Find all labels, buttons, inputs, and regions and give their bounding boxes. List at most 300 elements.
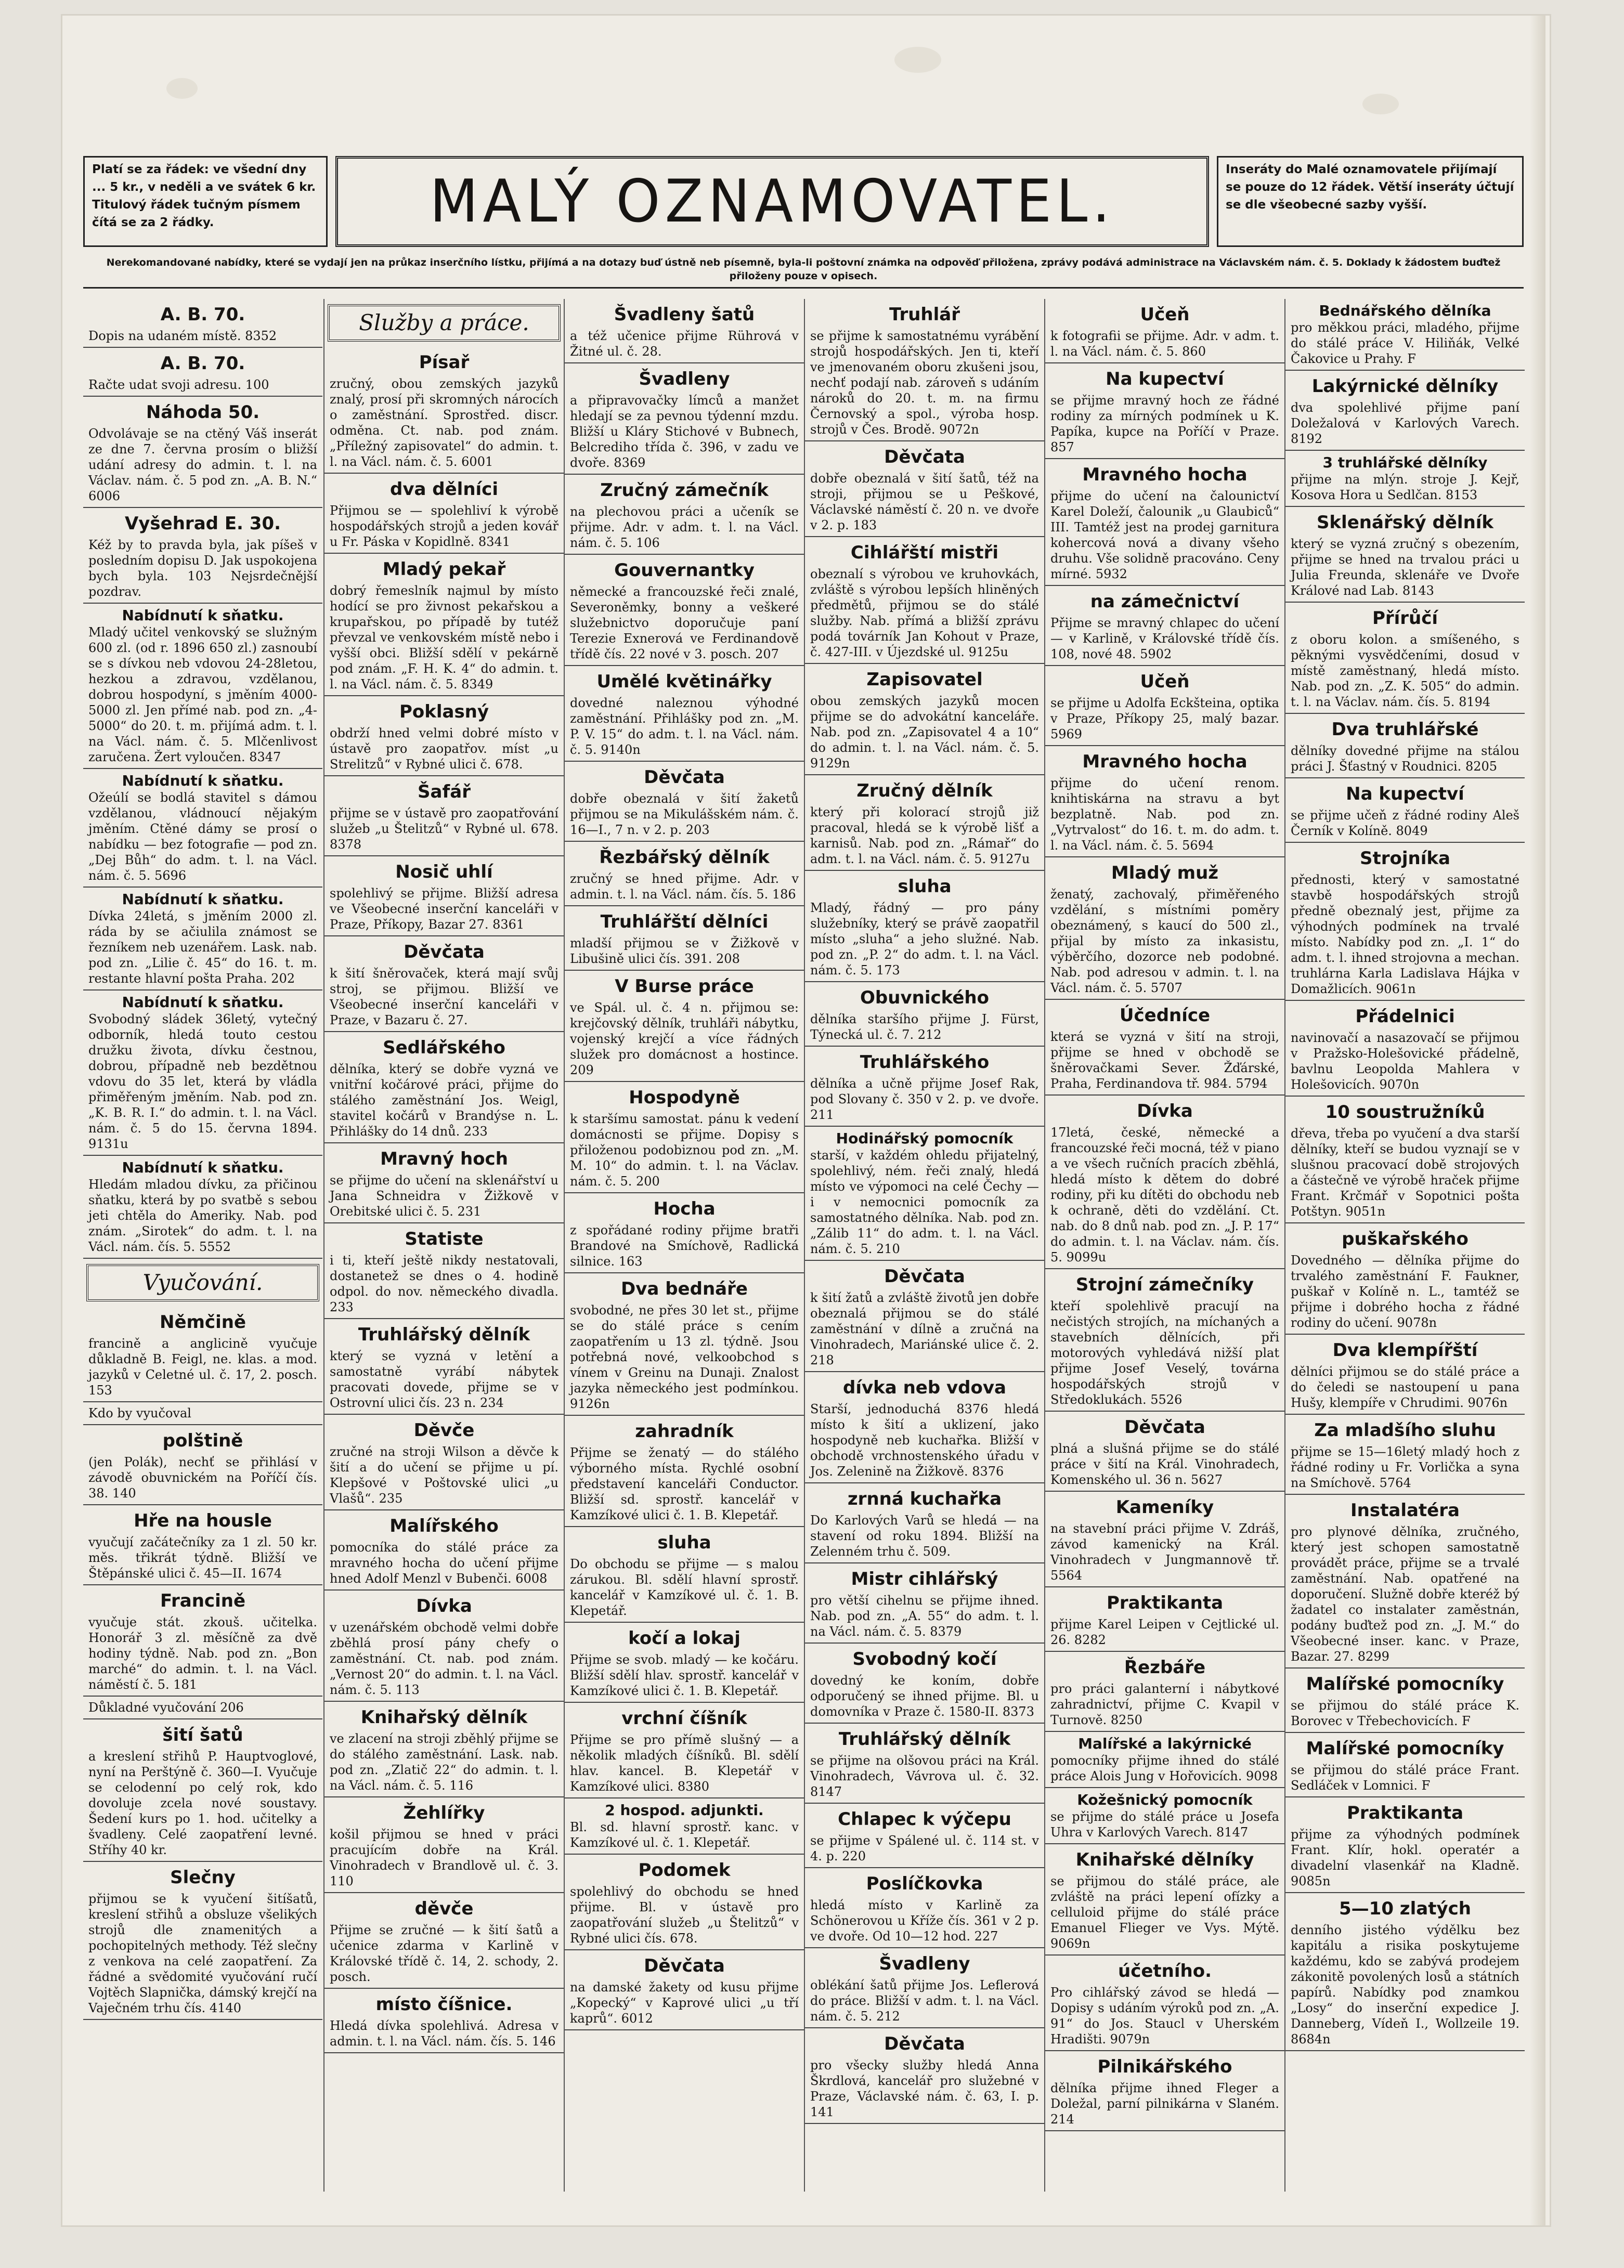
ad-text: francině a anglicině vyučuje důkladně B. Feigl, ne. klas. a mod. jazyků v Celetné ul. č. 17, 2. posch. 153 [88, 1336, 317, 1398]
page-fold-shadow [1530, 16, 1545, 2225]
ad-heading: Slečny [170, 1867, 236, 1888]
ad-heading: Truhlářského [860, 1052, 990, 1073]
ad-heading: Malířské pomocníky [1306, 1674, 1504, 1695]
ad-text: Svobodný sládek 36letý, vytečný odborník, hledá touto cestou družku života, dívku čestnou, dobrou, případně neb bezdětnou vdovu do 35 let, která by vládla přiměřeným jměním. Nab. pod zn. „K. B. R. I.“ do admin. t. l. na Václ. nám. č. 5 do 15. června 1894. 9131u [88, 1012, 317, 1151]
classified-ad [1045, 299, 1284, 363]
ad-text: dobře obeznalá v šití žaketů přijmou se na Mikulášském nám. č. 16—I., 7 n. v 2. p. 203 [570, 791, 799, 837]
ad-heading: V Burse práce [615, 976, 754, 997]
ad-heading: 2 hospod. adjunkti. [605, 1802, 764, 1819]
ad-text: Přijme se pro přímě slušný — a několik mladých číšníků. Bl. sdělí hlav. kancel. B. Klepetář v Kamzíkové ulici. 8380 [570, 1732, 799, 1794]
ad-heading: Poklasný [399, 701, 489, 722]
classified-ad [805, 1047, 1044, 1127]
ad-heading: Účedníce [1119, 1005, 1211, 1026]
classified-ad [805, 537, 1044, 664]
classified-ad [1045, 459, 1284, 586]
classified-ad [83, 1156, 322, 1259]
ad-heading: Strojní zámečníky [1075, 1274, 1254, 1295]
ad-text: Do Karlových Varů se hledá — na stavení od roku 1894. Bližší na Zelenném trhu č. 509. [810, 1513, 1039, 1559]
ad-text: která se vyzná v šití na stroji, přijme se hned v obchodě se šněrovačkami Sever. Žďárské, Praha, Ferdinandova tř. 984. 5794 [1050, 1029, 1279, 1091]
ad-text: přijmou se k vyučení šitíšatů, kreslení střihů a obsluze všelikých strojů dle znamenitých a pochopitelných methody. Též slečny z venkova na celé zaopatření. Za řádné a svědomité vyučování ručí Vojtěch Slapnička, dámský krejčí na Vaječném trhu čís. 4140 [88, 1892, 317, 2015]
classified-ad [324, 696, 564, 776]
classified-ad [324, 936, 564, 1032]
ad-heading: A. B. 70. [160, 304, 245, 325]
ad-heading: Knihařský dělník [360, 1707, 528, 1728]
classified-ad [1045, 1412, 1284, 1492]
ad-heading: Děvče [413, 1420, 475, 1441]
ad-text: a kreslení střihů P. Hauptvoglové, nyní na Perštýně č. 360—I. Vyučuje se celodenní po celý rok, kdo dovoluje zcela nové soustavy. Šedení kurs po 1. hod. učitelky a švadleny. Celé zaopatření levné. Stříhy 40 kr. [88, 1749, 317, 1857]
ad-heading: Statiste [405, 1229, 484, 1249]
ad-text: dovedný ke koním, dobře odporučený se ihned přijme. Bl. u domovníka v Praze č. 1580-II. 8373 [810, 1673, 1039, 1719]
classified-ad [324, 1143, 564, 1223]
ad-heading: Podomek [638, 1860, 731, 1881]
ad-heading: Chlapec k výčepu [838, 1809, 1011, 1830]
classified-ad [83, 1402, 322, 1425]
ad-text: mladší přijmou se v Žižkově v Libušině ulici čís. 391. 208 [570, 936, 799, 966]
classified-ad [565, 1416, 804, 1527]
classified-ad [805, 1868, 1044, 1948]
classified-ad [324, 1319, 564, 1415]
classified-ad [83, 990, 322, 1156]
classified-ad [805, 871, 1044, 982]
ad-heading: Zručný zámečník [600, 480, 769, 501]
ad-heading: Řezbáře [1124, 1657, 1206, 1678]
classified-ad [83, 1425, 322, 1505]
ad-text: z spořádané rodiny přijme bratři Brandové na Smíchově, Radlická silnice. 163 [570, 1223, 799, 1269]
ad-heading: děvče [414, 1898, 474, 1919]
ad-heading: Mravný hoch [380, 1149, 508, 1169]
classified-ad [1045, 1956, 1284, 2051]
classified-ad [805, 2028, 1044, 2124]
ad-heading: polštině [162, 1430, 243, 1451]
ad-heading: Gouvernantky [614, 560, 755, 581]
ad-text: zručné na stroji Wilson a děvče k šití a do učení se přijme u pí. Klepšové v Poštovské ulici „u Vlašů“. 235 [330, 1444, 558, 1506]
classified-ad [1045, 1492, 1284, 1587]
ad-heading: Praktikanta [1106, 1593, 1224, 1613]
ad-heading: Hodinářský pomocník [836, 1130, 1014, 1147]
ad-text: který se vyzná zručný s obezením, přijme se hned na trvalou práci u Julia Freunda, sklenáře ve Dvoře Králové nad Lab. 8143 [1291, 537, 1519, 598]
ad-heading: Děvčata [884, 1266, 965, 1287]
ad-text: Pro cihlářský závod se hledá — Dopisy s udáním výroků pod zn. „A. 91“ do Jos. Staucl v Uherském Hradišti. 9079n [1050, 1985, 1279, 2047]
classified-ad [565, 971, 804, 1082]
ad-text: se přijme učeň z řádné rodiny Aleš Černík v Kolíně. 8049 [1291, 808, 1519, 838]
ad-text: spolehlivý do obchodu se hned přijme. Bl. v ústavě pro zaopatřování služeb „u Štelitzů“ v Rybné ulici čís. 678. [570, 1884, 799, 1946]
ad-text: ženatý, zachovalý, přiměřeného vzdělání, s místními poměry obeznámený, s kaucí do 500 zl., přijal by místo za inkasistu, výběrčího, dozorce neb podobné. Nab. pod adresou v admin. t. l. na Václ. nám. č. 5. 5707 [1050, 887, 1279, 995]
classified-ad [1285, 299, 1525, 371]
ad-heading: Truhlářský dělník [358, 1324, 530, 1345]
classified-ad [805, 1563, 1044, 1644]
ad-text: dřeva, třeba po vyučení a dva starší dělníky, kteří se budou vyznají se v slušnou pracovací době strojových a částečně ve výrobě hraček přijme Frant. Krčmář v Sopotnici pošta Potštyn. 9051n [1291, 1126, 1519, 1219]
classified-ad [1285, 1495, 1525, 1669]
ad-heading: Kožešnický pomocník [1077, 1791, 1253, 1808]
ad-text: kteří spolehlivě pracují na nečistých strojích, na míchaných a stavebních dělnících, při motorových vyhledává nižší plat přijme Josef Veselý, továrna hospodářských strojů v Středoklukách. 5526 [1050, 1299, 1279, 1407]
classified-ad [83, 1697, 322, 1719]
ad-heading: A. B. 70. [160, 353, 245, 374]
ad-text: Kdo by vyučoval [88, 1406, 191, 1420]
ad-text: se přijme u Adolfa Eckšteina, optika v Praze, Příkopy 25, malý bazar. 5969 [1050, 696, 1279, 741]
ad-heading: Na kupectví [1346, 784, 1464, 804]
ad-text: dělníka přijme ihned Fleger a Doležal, parní pilnikárna v Slaném. 214 [1050, 2081, 1279, 2127]
ad-text: Přijmou se — spolehliví k výrobě hospodářských strojů a jeden kovář u Fr. Páska v Kopidlně. 8341 [330, 503, 558, 549]
ad-heading: Mladý pekař [382, 559, 506, 580]
ad-text: pro větší cihelnu se přijme ihned. Nab. pod zn. „A. 55“ do adm. t. l. na Václ. nám. č. 5. 8379 [810, 1593, 1039, 1639]
ad-heading: Děvčata [884, 447, 965, 467]
ad-text: Přijme se ženatý — do stálého výborného místa. Rychlé osobní představení kanceláři Conductor. Bližší sd. sprostř. kancelář v Kamzíkové ulici č. 1. B. Klepetář. [570, 1445, 799, 1522]
ad-heading: Malířské pomocníky [1306, 1738, 1504, 1759]
classified-ad [324, 1032, 564, 1143]
ad-heading: Svobodný kočí [852, 1649, 997, 1670]
ad-heading: Učeň [1140, 304, 1190, 325]
paper-stain [894, 47, 941, 73]
classified-ad [83, 1307, 322, 1402]
classified-ad [1045, 857, 1284, 1000]
ad-heading: Sklenářský dělník [1316, 512, 1494, 533]
classified-ad [324, 1797, 564, 1893]
ad-heading: Mravného hocha [1082, 751, 1248, 772]
ad-text: se přijmou do stálé práce K. Borovec v Třebechovicích. F [1291, 1698, 1519, 1728]
ad-heading: Malířské a lakýrnické [1078, 1735, 1252, 1752]
classified-ad [1045, 1844, 1284, 1956]
ad-heading: Truhlářští dělníci [600, 911, 769, 932]
ad-text: košil přijmou se hned v práci pracujícím dobře na Král. Vinohradech v Brandlově ul. č. 3. 110 [330, 1827, 558, 1888]
ad-text: německé a francouzské řeči znalé, Severoněmky, bonny a veškeré služebnictvo doporučuje paní Terezie Exnerová ve Ferdinandově třídě čís. 22 nové v 3. posch. 207 [570, 584, 799, 661]
ad-heading: Cihlářští mistři [850, 542, 999, 563]
ad-text: i ti, kteří ještě nikdy nestatovali, dostanetež se dnes o 4. hodině odpol. do nov. německého divadla. 233 [330, 1253, 558, 1314]
section-heading: Služby a práce. [328, 304, 561, 342]
classified-ad [1285, 778, 1525, 843]
classified-ad [565, 363, 804, 475]
classified-ad [324, 474, 564, 554]
ad-text: přednosti, který v samostatné stavbě hospodářských strojů předně obeznalý jest, přijme za výhodných podmínek na trvalé místo. Nabídky pod zn. „I. 1“ do adm. t. l. ihned strojovna a mechan. truhlárna Karla Ladislava Hájka v Domažlicích. 9061n [1291, 872, 1519, 996]
ad-text: navinovačí a nasazovačí se přijmou v Pražsko-Holešovické přádelně, bavlnu Leopolda Mahlera v Holešovicích. 9070n [1291, 1031, 1519, 1092]
classified-ad [1285, 603, 1525, 714]
ad-columns [83, 299, 1524, 2192]
column-2 [323, 299, 564, 2192]
classified-ad [83, 299, 322, 348]
masthead-title: MALÝ OZNAMOVATEL. [430, 167, 1115, 236]
ad-text: zručný se hned přijme. Adr. v admin. t. l. na Václ. nám. čís. 5. 186 [570, 871, 799, 902]
classified-ad [805, 775, 1044, 871]
classified-ad [1285, 1097, 1525, 1223]
ad-text: oblékání šatů přijme Jos. Leflerová do práce. Bližší v adm. t. l. na Václ. nám. č. 5. 212 [810, 1978, 1039, 2024]
classified-ad [565, 1082, 804, 1193]
classified-ad [83, 1585, 322, 1697]
ad-text: v uzenářském obchodě velmi dobře zběhlá prosí pány chefy o zaměstnání. Ct. nab. pod znám. „Vernost 20“ do admin. t. l. na Václ. nám. č. 5. 113 [330, 1620, 558, 1697]
ad-heading: Instalatéra [1350, 1500, 1460, 1521]
classified-ad [1285, 507, 1525, 603]
ad-heading: 10 soustružníků [1325, 1102, 1485, 1123]
ad-text: se přijme do učení na sklenářství u Jana Schneidra v Žižkově v Orebitské ulici č. 5. 231 [330, 1173, 558, 1219]
classified-ad [805, 1483, 1044, 1563]
ad-text: Mladý učitel venkovský se služným 600 zl. (od r. 1896 650 zl.) zasnoubí se s dívkou neb vdovou 24-28letou, hezkou a zdravou, vzdělanou, dobrou hospodyní, s jměním 4000-5000 zl. Jen přímé nab. pod zn. „4-5000“ do 20. t. m. přijímá adm. t. l. na Václ. nám. č. 5. Mlčenlivost zaručena. Žert vyloučen. 8347 [88, 625, 317, 764]
classified-ad [324, 1510, 564, 1591]
ad-text: na stavební práci přijme V. Zdráš, závod kamenický na Král. Vinohradech v Jungmannově tř. 5564 [1050, 1521, 1279, 1583]
ad-text: z oboru kolon. a smíšeného, s pěknými vysvědčeními, dosud v místě zaměstnaný, hledá místo. Nab. pod zn. „Z. K. 505“ do admin. t. l. na Václav. nám. čís. 5. 8194 [1291, 632, 1519, 709]
classified-ad [565, 555, 804, 666]
classified-ad [805, 664, 1044, 775]
ad-heading: Umělé květinářky [596, 671, 772, 692]
ad-text: se přijme do stálé práce u Josefa Uhra v Karlových Varech. 8147 [1050, 1809, 1279, 1840]
ad-heading: Obuvnického [860, 987, 989, 1008]
ad-text: pro práci galanterní i nábytkové zahradnictví, přijme C. Kvapil v Turnově. 8250 [1050, 1682, 1279, 1727]
classified-ad [1045, 1269, 1284, 1412]
ad-text: Dovedného — dělníka přijme do trvalého zaměstnání F. Faukner, puškař v Kolíně n. L., tamtéž se přijme i dobrého hocha z řádné rodiny do učení. 9078n [1291, 1253, 1519, 1330]
classified-ad [805, 1372, 1044, 1483]
ad-heading: Přírůčí [1372, 608, 1438, 629]
page-header [83, 156, 1524, 252]
classified-ad [1285, 451, 1525, 507]
ad-text: plná a slušná přijme se do stálé práce v šití na Král. Vinohradech, Komenského ul. 36 n. 5627 [1050, 1441, 1279, 1487]
ad-text: Mladý, řádný — pro pány služebníky, který se právě zaopatřil místo „sluha“ a jeho služné. Nab. pod zn. „P. 2“ do adm. t. l. na Václ. nám. č. 5. 173 [810, 901, 1039, 977]
ad-text: se přijme mravný hoch ze řádné rodiny za mírných podmínek u K. Papíka, kupce na Poříčí v Praze. 857 [1050, 393, 1279, 454]
ad-text: ve zlacení na stroji zběhlý přijme se do stálého zaměstnání. Lask. nab. pod zn. „Zlatič 22“ do admin. t. l. na Václ. nám. č. 5. 116 [330, 1731, 558, 1793]
ad-heading: Nabídnutí k sňatku. [122, 1159, 284, 1176]
classified-ad [805, 441, 1044, 537]
ad-heading: Za mladšího sluhu [1314, 1420, 1496, 1441]
classified-ad [1285, 371, 1525, 451]
ad-text: přijme Karel Leipen v Cejtlické ul. 26. 8282 [1050, 1617, 1279, 1647]
classified-ad [324, 1989, 564, 2053]
ad-text: se přijmou do stálé práce, ale zvláště na práci lepení ofízky a celluloid přijme do stálé práce Emanuel Flieger ve Vys. Mýtě. 9069n [1050, 1874, 1279, 1951]
classified-ad [1045, 1096, 1284, 1269]
ad-text: který při kolorací strojů již pracoval, hledá se k výrobě lišť a karnisů. Nab. pod zn. „Rámař“ do adm. t. l. na Václ. nám. č. 5. 9127u [810, 805, 1039, 866]
ad-text: Důkladné vyučování 206 [88, 1700, 244, 1715]
ad-heading: Zapisovatel [866, 669, 983, 690]
ad-text: ve Spál. ul. č. 4 n. přijmou se: krejčovský dělník, truhláři nábytku, vojenský krejčí a více řádných služek pro domácnost a hostince. 209 [570, 1000, 799, 1077]
ad-text: a též učenice přijme Rührová v Žitné ul. č. 28. [570, 329, 799, 359]
classified-ad [324, 347, 564, 474]
ad-heading: dívka neb vdova [843, 1377, 1006, 1398]
ad-heading: Nabídnutí k sňatku. [122, 772, 284, 789]
classified-ad [1045, 746, 1284, 857]
column-4 [804, 299, 1044, 2192]
ad-heading: Nosič uhlí [395, 862, 493, 882]
classified-ad [565, 1527, 804, 1623]
ad-text: Přijme se svob. mladý — ke kočáru. Bližší sdělí hlav. sprostř. kancelář v Kamzíkové ulici č. 1. B. Klepetář. [570, 1652, 799, 1698]
ad-heading: Děvčata [404, 942, 485, 962]
ad-text: k šití šněrovaček, která mají svůj stroj, se přijmou. Bližší ve Všeobecné inserční kanceláři v Praze, v Bazaru č. 27. [330, 966, 558, 1027]
ad-heading: Šafář [418, 781, 471, 802]
ad-heading: Kameníky [1115, 1497, 1214, 1518]
ad-text: vyučuje stát. zkouš. učitelka. Honorář 3 zl. měsíčně za dvě hodiny týdně. Nab. pod zn. „Bon marché“ do admin. t. l. na Václ. náměstí č. 5. 181 [88, 1615, 317, 1692]
ad-heading: Zručný dělník [856, 780, 993, 801]
ad-text: Odvolávaje se na ctěný Váš inserát ze dne 7. června prosím o bližší udání adresy do admin. t. l. na Václav. nám. č. 5 pod zn. „A. B. N.“ 6006 [88, 426, 317, 503]
ad-heading: Dva bednáře [621, 1279, 748, 1299]
classified-ad [83, 888, 322, 990]
ad-text: se přijme k samostatnému vyrábění strojů hospodářských. Jen ti, kteří ve jmenovaném oboru zkušeni jsou, nechť podají nab. zároveň s udáním nároků do 20. t. m. na firmu Černovský a spol., výroba hosp. strojů v Čes. Brodě. 9072n [810, 329, 1039, 437]
ad-heading: Dva truhlářské [1331, 719, 1479, 740]
ad-heading: Dva klempířští [1332, 1340, 1478, 1361]
classified-ad [324, 1415, 564, 1510]
ad-heading: Vyšehrad E. 30. [124, 513, 281, 534]
classified-ad [565, 906, 804, 971]
classified-ad [805, 1127, 1044, 1261]
ad-text: Ožeúlí se bodlá stavitel s dámou vzdělanou, vládnoucí nějakým jměním. Ctěné dámy se prosí o nabídku — bez fotografie — pod zn. „Dej Bůh“ do adm. t. l. na Václ. nám. č. 5. 5696 [88, 790, 317, 883]
classified-ad [805, 1644, 1044, 1724]
ad-text: Starší, jednoduchá 8376 hledá místo k šití a uklizení, jako hospodyně neb kuchařka. Bližší v obchodě vrchnostenského úřadu v Jos. Zelenině na Žižkově. 8376 [810, 1402, 1039, 1479]
ad-text: k fotografii se přijme. Adr. v adm. t. l. na Václ. nám. č. 5. 860 [1050, 329, 1279, 359]
classified-ad [565, 1193, 804, 1273]
ad-heading: šití šatů [162, 1725, 243, 1745]
ad-heading: Švadleny [639, 369, 730, 389]
classified-ad [324, 1893, 564, 1989]
ad-heading: Písař [419, 352, 470, 373]
classified-ad [805, 1804, 1044, 1868]
classified-ad [324, 554, 564, 696]
classified-ad [83, 508, 322, 604]
ad-heading: Nabídnutí k sňatku. [122, 994, 284, 1011]
ad-heading: Praktikanta [1346, 1803, 1464, 1823]
classified-ad [1285, 714, 1525, 778]
classified-ad [1045, 586, 1284, 666]
price-box: Platí se za řádek: ve všední dny ... 5 kr., v neděli a ve svátek 6 kr. Titulový řádek tučným písmem čítá se za 2 řádky. [83, 156, 328, 247]
ad-text: obdrží hned velmi dobré místo v ústavě pro zaopatřov. míst „u Strelitzů“ v Rybné ulici č. 678. [330, 726, 558, 772]
classified-ad [1045, 666, 1284, 746]
ad-text: obou zemských jazyků mocen přijme se do advokátní kanceláře. Nab. pod zn. „Zapisovatel 4 a 10“ do admin. t. l. na Václ. nám. č. 5. 9129n [810, 694, 1039, 771]
classified-ad [1045, 2051, 1284, 2131]
column-3 [564, 299, 804, 2192]
classified-ad [324, 1223, 564, 1319]
ad-heading: Mravného hocha [1082, 464, 1248, 485]
ad-text: k staršímu samostat. pánu k vedení domácnosti se přijme. Dopisy s přiloženou podobiznou pod zn. „M. M. 10“ do admin. t. l. na Václav. nám. č. 5. 200 [570, 1112, 799, 1189]
ad-heading: vrchní číšník [621, 1708, 747, 1729]
ad-heading: Strojníka [1360, 848, 1450, 869]
classified-ad [1285, 843, 1525, 1001]
ad-text: Přijme se mravný chlapec do učení — v Karlině, v Královské třídě čís. 108, nové 48. 5902 [1050, 616, 1279, 661]
ad-heading: účetního. [1118, 1961, 1212, 1982]
ad-heading: zahradník [635, 1421, 734, 1442]
ad-heading: Děvčata [884, 2034, 965, 2054]
classified-ad [1285, 1669, 1525, 1733]
insert-rules-box: Inseráty do Malé oznamovatele přijímají se pouze do 12 řádek. Větší inseráty účtují se dle všeobecné sazby vyšší. [1217, 156, 1524, 247]
classified-ad [1285, 1001, 1525, 1097]
ad-heading: Malířského [389, 1516, 499, 1536]
ad-text: přijme za výhodných podmínek Frant. Klír, hokl. operatér a divadelní vlasenkář na Kladně. 9085n [1291, 1827, 1519, 1888]
classified-ad [565, 762, 804, 842]
ad-heading: Švadleny šatů [614, 304, 755, 325]
classified-ad [83, 397, 322, 508]
ad-heading: Francině [160, 1591, 246, 1611]
classified-ad [565, 842, 804, 906]
ad-heading: Učeň [1140, 671, 1190, 692]
classified-ad [83, 1719, 322, 1862]
classified-ad [324, 776, 564, 856]
ad-text: vyučují začátečníky za 1 zl. 50 kr. měs. třikrát týdně. Bližší ve Štěpánské ulici č. 45—II. 1674 [88, 1535, 317, 1581]
ad-heading: Truhlář [889, 304, 960, 325]
ad-heading: Mistr cihlářský [851, 1569, 998, 1589]
classified-ad [1045, 1788, 1284, 1844]
ad-text: spolehlivý se přijme. Bližší adresa ve Všeobecné inserční kanceláři v Praze, Příkopy, Bazar 27. 8361 [330, 886, 558, 932]
classified-ad [83, 769, 322, 888]
classified-ad [1045, 1652, 1284, 1732]
ad-heading: zrnná kuchařka [847, 1489, 1002, 1509]
ad-text: dělníka, který se dobře vyzná ve vnitřní kočárové práci, přijme do stálého zaměstnání Jos. Weigl, stavitel kočárů v Brandýse n. L. Přihlášky do 14 dnů. 233 [330, 1062, 558, 1139]
ad-text: 17letá, české, německé a francouzské řeči mocná, též v piano a ve všech ručních pracích zběhlá, hledá místo k dětem do dobré rodiny, při ku dítěti do obchodu neb k ochraně, děti do vzdělání. Ct. nab. do 8 dnů nab. pod zn. „J. P. 17“ do admin. t. l. na Václav. nám. čís. 5. 9099u [1050, 1125, 1279, 1265]
classified-ad [805, 982, 1044, 1047]
classified-ad [83, 604, 322, 769]
ad-text: (jen Polák), nechť se přihlásí v závodě obuvnickém na Poříčí čís. 38. 140 [88, 1455, 317, 1501]
ad-text: přijme do učení renom. knihtiskárna na stravu a byt bezplatně. Nab. pod zn. „Vytrvalost“ do 16. t. m. do adm. t. l. na Václ. nám. č. 5. 5694 [1050, 776, 1279, 853]
classified-ad [565, 475, 804, 555]
ad-heading: Dívka [416, 1596, 472, 1617]
ad-text: k šití žatů a zvláště životů jen dobře obeznalá přijmou se do stálé zaměstnání v dílně a zručná na Vinohradech, Mariánské ulice č. 2. 218 [810, 1291, 1039, 1367]
ad-text: se přijme na olšovou práci na Král. Vinohradech, Vávrova ul. č. 32. 8147 [810, 1753, 1039, 1799]
ad-text: obeznalí s výrobou ve kruhovkách, zvláště s výrobou lepších hliněných předmětů, přijmou se do stálé služby. Nab. přímá a bližší zprávu podá továrník Jan Kohout v Praze, č. 427-III. v Újezdské ul. 9125u [810, 567, 1039, 659]
ad-text: dovedné naleznou výhodné zaměstnání. Přihlášky pod zn. „M. P. V. 15“ do adm. t. l. na Václ. nám. č. 5. 9140n [570, 696, 799, 757]
ad-heading: Děvčata [644, 1956, 725, 1976]
classified-ad [1045, 1000, 1284, 1096]
ad-text: zručný, obou zemských jazyků znalý, prosí při skromných nárocích o zaměstnání. Sprostřed. discr. odměna. Ct. nab. pod znám. „Příležný zapisovatel“ do admin. t. l. na Václ. nám. č. 5. 6001 [330, 376, 558, 469]
classified-ad [324, 856, 564, 936]
classified-ad [565, 1950, 804, 2030]
ad-text: Hledá dívka spolehlivá. Adresa v admin. t. l. na Václ. nám. čís. 5. 146 [330, 2018, 558, 2049]
ad-text: dobrý řemeslník najmul by místo hodící se pro živnost pekařskou a krupařskou, po případě by tutéž převzal ve venkovském místě nebo i vyšší obci. Bližší sdělí v pekárně pod znám. „F. H. K. 4“ do admin. t. l. na Václ. nám. č. 5. 8349 [330, 583, 558, 692]
ad-heading: Nabídnutí k sňatku. [122, 607, 284, 624]
classified-ad [1285, 1893, 1525, 2051]
ad-heading: Hospodyně [629, 1087, 740, 1108]
ad-heading: sluha [657, 1532, 711, 1553]
ad-heading: Hře na housle [134, 1510, 272, 1531]
ad-text: dělníka a učně přijme Josef Rak, pod Slovany č. 350 v 2. p. ve dvoře. 211 [810, 1076, 1039, 1122]
ad-text: a připravovačky límců a manžet hledají se za pevnou týdenní mzdu. Bližší u Kláry Stichové v Bubnech, Belcrediho třída č. 396, v zadu ve dvoře. 8369 [570, 393, 799, 470]
ad-heading: Poslíčkovka [866, 1873, 983, 1894]
ad-heading: Truhlářský dělník [838, 1729, 1011, 1750]
column-6 [1284, 299, 1525, 2192]
ad-heading: puškařského [1342, 1229, 1469, 1249]
ad-heading: Náhoda 50. [146, 402, 260, 423]
ad-text: dělníci přijmou se do stálé práce a do čeledi se nastoupení u pana Hušy, klempíře v Chrudimi. 9076n [1291, 1364, 1519, 1410]
ad-text: pro všecky služby hledá Anna Škrdlová, kancelář pro služebné v Praze, Václavské nám. č. 63, I. p. 141 [810, 2058, 1039, 2119]
ad-text: pro měkkou práci, mladého, přijme do stálé práce V. Hiliňák, Velké Čakovice u Prahy. F [1291, 320, 1519, 366]
classified-ad [565, 1623, 804, 1703]
classified-ad [1285, 1223, 1525, 1335]
classified-ad [324, 1591, 564, 1702]
ad-heading: Žehlířky [403, 1803, 485, 1823]
ad-text: dělníka staršího přijme J. Fürst, Týnecká ul. č. 7. 212 [810, 1012, 1039, 1042]
classified-ad [565, 1703, 804, 1798]
ad-text: přijme se v ústavě pro zaopatřování služeb „u Štelitzů“ v Rybné ul. 678. 8378 [330, 806, 558, 852]
classified-ad [1045, 1732, 1284, 1788]
ad-heading: Lakýrnické dělníky [1311, 376, 1499, 397]
ad-heading: Dívka [1137, 1101, 1193, 1122]
ad-heading: dva dělníci [389, 479, 498, 500]
classified-ad [324, 1702, 564, 1797]
ad-text: hledá místo v Karlině za Schönerovou u Kříže čís. 361 v 2 p. ve dvoře. Od 10—12 hod. 227 [810, 1898, 1039, 1944]
classified-ad [565, 1798, 804, 1855]
ad-text: Račte udat svoji adresu. 100 [88, 377, 269, 392]
ad-text: denního jistého výdělku bez kapitálu a risika poskytujeme každému, kdo se zabývá prodejem zákonitě povolených losů a státních papírů. Nabídky pod znamkou „Losy“ do inserční expedice J. Danneberg, Vídeň I., Wollzeile 19. 8684n [1291, 1923, 1519, 2047]
ad-text: dělníky dovedné přijme na stálou práci J. Šťastný v Roudnici. 8205 [1291, 744, 1519, 774]
ad-text: Dopis na udaném místě. 8352 [88, 329, 277, 343]
ad-text: přijme na mlýn. stroje J. Kejř, Kosova Hora u Sedlčan. 8153 [1291, 472, 1519, 502]
paper-stain [1362, 94, 1399, 114]
ad-heading: Pilnikářského [1097, 2056, 1232, 2077]
ad-heading: Knihařské dělníky [1075, 1849, 1254, 1870]
ad-heading: Řezbářský dělník [599, 847, 770, 868]
ad-heading: Přádelnici [1355, 1006, 1455, 1027]
paper-stain [166, 78, 198, 99]
ad-text: na damské žakety od kusu přijme „Kopecký“ v Kaprové ulici „u tří kaprů“. 6012 [570, 1980, 799, 2026]
ad-text: přijme se 15—16letý mladý hoch z řádné rodiny u Fr. Vorlička a syna na Smíchově. 5764 [1291, 1444, 1519, 1490]
classified-ad [1285, 1733, 1525, 1797]
ad-text: který se vyzná v letění a samostatně vyrábí nábytek pracovati dovede, přijme se v Ostrovní ulici čís. 23 n. 234 [330, 1349, 558, 1410]
classified-ad [805, 1948, 1044, 2028]
ad-heading: Děvčata [1124, 1417, 1205, 1438]
ad-text: Kéž by to pravda byla, jak píšeš v posledním dopisu D. Jak uspokojena bych byla. 103 Nejsrdečnější pozdrav. [88, 538, 317, 599]
ad-text: Do obchodu se přijme — s malou zárukou. Bl. sdělí hlavní sprostř. kancelář v Kamzíkové ul. č. 1. B. Klepetář. [570, 1557, 799, 1618]
ad-text: na plechovou práci a učeník se přijme. Adr. v adm. t. l. na Václ. nám. č. 5. 106 [570, 504, 799, 550]
masthead [335, 156, 1209, 247]
classified-ad [565, 1273, 804, 1416]
